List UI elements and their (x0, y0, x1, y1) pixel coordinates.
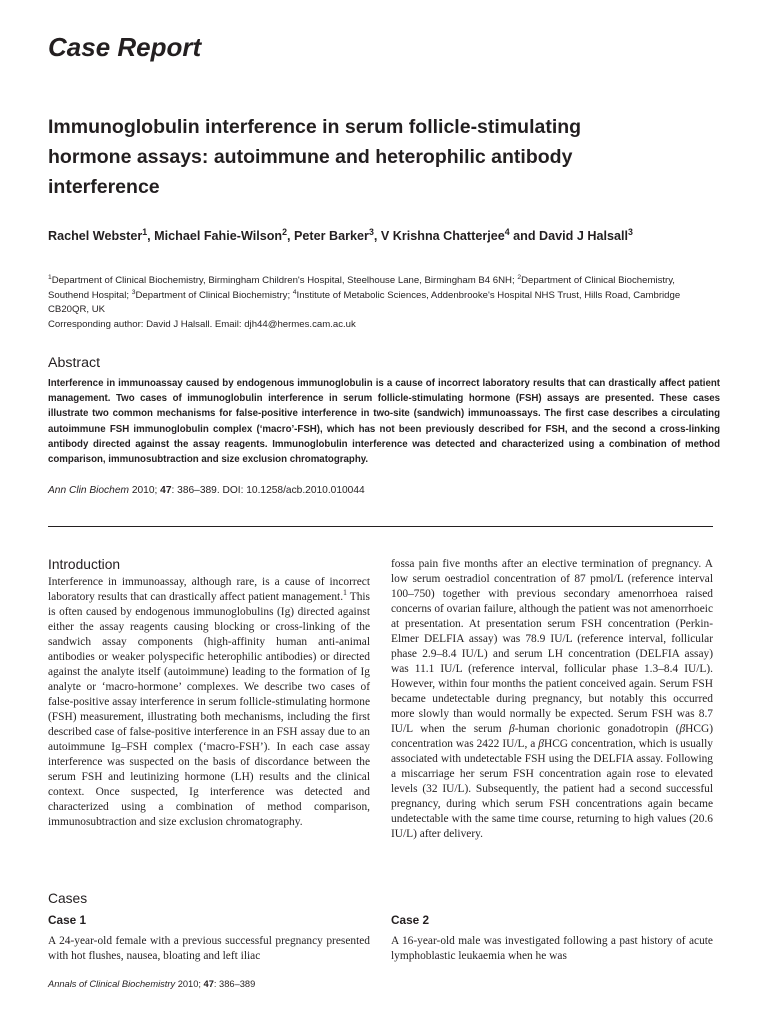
author-separator: , (147, 229, 155, 243)
affiliation-text: Department of Clinical Biochemistry, Birmingham Children's Hospital, Steelhouse Lane, Birmingham B4 6NH; (51, 275, 518, 286)
article-type-label: Case Report (48, 32, 202, 62)
affiliation-number: 1 (48, 273, 52, 281)
author-list (48, 226, 668, 247)
article-title: Immunoglobulin interference in serum follicle-stimulating hormone assays: autoimmune and heterophilic antibody interference (48, 116, 582, 198)
case2-heading: Case 2 (391, 913, 430, 927)
author-name: Peter Barker (294, 229, 369, 243)
author-separator: and (509, 229, 540, 243)
affiliation-list (48, 275, 680, 315)
case1-text-part-d: HCG concentration, which is usually associated with undetectable FSH using the DELFIA assay. Following a miscarriage her serum FSH concentration again rose to elevated levels (32 IU/L). Subsequently, the patient had a second successful pregnancy, during which serum FSH concentrations again became undetectable with the same time course, returning to high values (20.6 IU/L) after delivery. (391, 738, 713, 840)
page-footer (48, 979, 255, 989)
affiliation-text: Institute of Metabolic Sciences, Addenbrooke's Hospital NHS Trust, Hills Road, Cambridge CB20QR, UK (48, 289, 681, 315)
author-affiliation-marker: 3 (368, 226, 374, 237)
citation-journal: Ann Clin Biochem (48, 485, 129, 496)
reference-marker: 1 (343, 588, 348, 598)
case1-text-part-c: HCG) concentration was 2422 IU/L, a (391, 723, 713, 750)
beta-symbol: β (509, 723, 515, 735)
author-name: V Krishna Chatterjee (380, 229, 505, 243)
footer-pages: : 386–389 (213, 979, 256, 989)
case1-text: A 24-year-old female with a previous successful pregnancy presented with hot flushes, nausea, bloating and left iliac (48, 935, 370, 962)
abstract-heading: Abstract (48, 355, 101, 371)
author-name: Michael Fahie-Wilson (154, 229, 283, 243)
citation-line (48, 485, 365, 496)
introduction-text-part-b: This is often caused by endogenous immunoglobulins (Ig) directed against either the assay reagents causing blocking or cross-linking of the sandwich assay components (high-affinity human anti-animal antibodies or weaker polyspecific heterophilic antibodies) or directed against the analyte itself (autoimmune) leading to the formation of Ig analyte or ‘macro-hormone’ complexes. We describe two cases of false-positive assay interference in serum follicle-stimulating hormone (FSH) measurement, illustrating both mechanisms, including the first described case of false-positive interference in an FSH assay due to an autoimmune Ig–FSH complex (‘macro-FSH’). In each case assay interference was suspected on the basis of discordance between the serum FSH and leutinizing hormone (LH) results and the clinical context. Once suspected, Ig interference was detected and characterized using a combination of method comparison, immunosubtraction and size exclusion chromatography. (48, 591, 370, 828)
beta-symbol: β (538, 738, 544, 750)
affiliations (48, 274, 718, 332)
author-name: Rachel Webster (48, 229, 143, 243)
case2-text: A 16-year-old male was investigated following a past history of acute lymphoblastic leukaemia when he was (391, 935, 713, 962)
author-separator: , (373, 229, 381, 243)
author-separator: , (287, 229, 295, 243)
introduction-heading: Introduction (48, 557, 121, 572)
abstract-text: Interference in immunoassay caused by endogenous immunoglobulin is a cause of incorrect laboratory results that can drastically affect patient management. Two cases of immunoglobulin interference in serum follicle-stimulating hormone (FSH) assays are presented. These cases illustrate two common mechanisms for false-positive interference in two-site (sandwich) immunoassays. The first case describes a circulating autoimmune FSH immunoglobulin complex (‘macro’-FSH), which has not been previously described for FSH, and the second a cross-linking antibody directed against the assay reagents. Immunoglobulin interference was detected and characterized using a combination of method comparison, immunosubtraction and size exclusion chromatography. (48, 378, 720, 466)
corresponding-author: Corresponding author: David J Halsall. Email: djh44@hermes.cam.ac.uk (48, 318, 356, 330)
affiliation-text: Department of Clinical Biochemistry, Southend Hospital; (48, 275, 675, 301)
author-affiliation-marker: 3 (627, 226, 633, 237)
affiliation-number: 3 (131, 288, 136, 296)
footer-volume: 47 (203, 979, 214, 989)
section-divider (48, 526, 713, 527)
introduction-text (48, 575, 370, 830)
author-affiliation-marker: 1 (142, 226, 148, 237)
cases-heading: Cases (48, 891, 88, 906)
citation-pages-doi: : 386–389. DOI: 10.1258/acb.2010.010044 (171, 485, 365, 496)
footer-journal: Annals of Clinical Biochemistry (48, 979, 176, 989)
beta-symbol: β (679, 723, 686, 735)
citation-year: 2010; (131, 485, 158, 496)
case1-continued-text (391, 557, 713, 842)
affiliation-number: 2 (517, 273, 522, 281)
author-name: David J Halsall (539, 229, 628, 243)
case1-text-part-b: -human chorionic gonadotropin ( (514, 723, 680, 735)
affiliation-number: 4 (292, 288, 297, 296)
citation-volume: 47 (160, 485, 172, 496)
affiliation-text: Department of Clinical Biochemistry; (135, 289, 293, 301)
author-affiliation-marker: 2 (282, 226, 288, 237)
footer-year: 2010; (175, 979, 204, 989)
introduction-text-part-a: Interference in immunoassay, although rare, is a cause of incorrect laboratory results that can drastically affect patient management. (48, 576, 370, 603)
case1-text-part-a: fossa pain five months after an elective termination of pregnancy. A low serum oestradiol concentration of 87 pmol/L (reference interval 100–750) together with previous secondary amenorrhoea raised concerns of ovarian failure, although the patient was not amenorrhoeic at presentation. At presentation serum FSH concentration (Perkin-Elmer DELFIA assay) was 78.9 IU/L (reference interval, follicular phase 2.9–8.4 IU/L) and serum LH concentration (DELFIA assay) was 11.1 IU/L (reference interval, follicular phase 1.3–8.4 IU/L). However, within four months the patient conceived again. Serum FSH became undetectable during pregnancy, but notably this occurred more slowly than would normally be expected. Serum FSH was 8.7 IU/L when the serum (391, 558, 713, 735)
author-affiliation-marker: 4 (504, 226, 510, 237)
case1-heading: Case 1 (48, 913, 87, 927)
